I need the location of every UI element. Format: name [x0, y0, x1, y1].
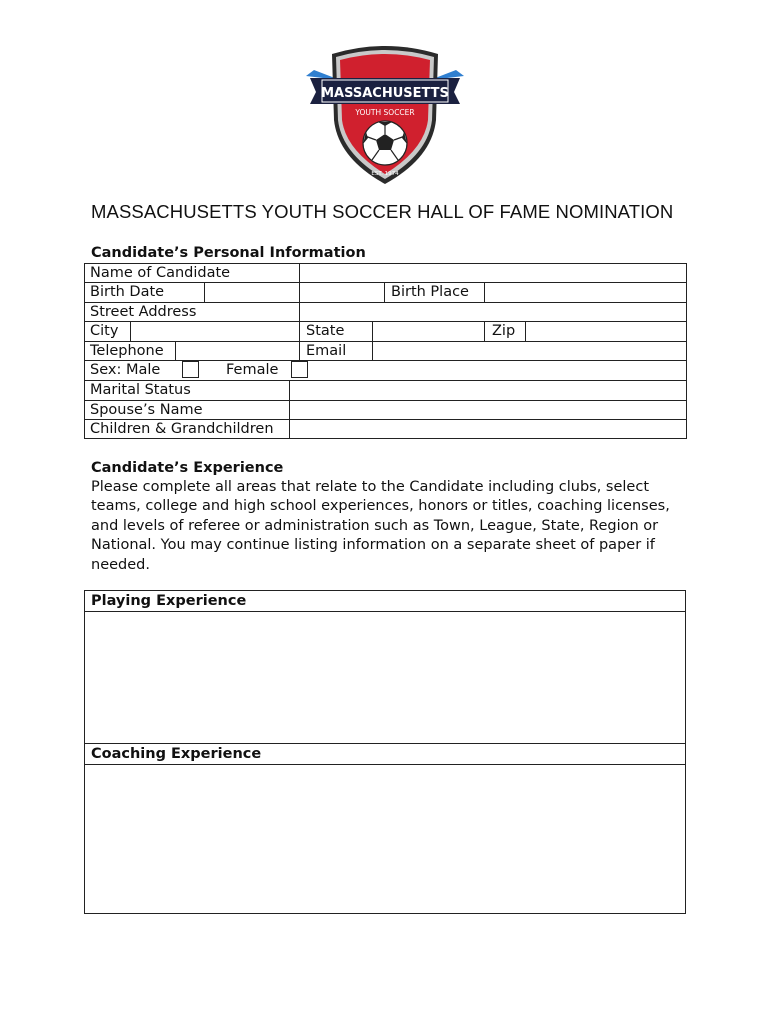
playing-experience-label: Playing Experience: [85, 591, 685, 612]
zip-field[interactable]: [526, 322, 686, 341]
city-label: City: [90, 323, 119, 339]
coaching-experience-field[interactable]: [85, 765, 685, 914]
spouse-name-label: Spouse’s Name: [90, 402, 203, 418]
telephone-field[interactable]: [176, 342, 299, 360]
children-grandchildren-field[interactable]: [290, 420, 686, 438]
massachusetts-youth-soccer-logo: [300, 40, 470, 188]
logo-name-text: MASSACHUSETTS: [321, 86, 449, 101]
sex-male-label: Sex: Male: [90, 362, 161, 378]
email-field[interactable]: [373, 342, 686, 360]
children-grandchildren-label: Children & Grandchildren: [90, 421, 274, 437]
logo-sub-text: YOUTH SOCCER: [355, 108, 415, 117]
zip-label: Zip: [492, 323, 516, 339]
personal-info-form: [84, 263, 687, 439]
coaching-experience-box: [84, 743, 686, 914]
marital-status-label: Marital Status: [90, 382, 191, 398]
street-address-field[interactable]: [300, 303, 686, 321]
name-of-candidate-label: Name of Candidate: [90, 265, 231, 281]
birth-date-field[interactable]: [205, 283, 299, 302]
name-of-candidate-field[interactable]: [300, 264, 686, 282]
female-label: Female: [226, 362, 279, 378]
coaching-experience-label: Coaching Experience: [85, 744, 685, 765]
experience-heading: Candidate’s Experience: [91, 460, 284, 476]
playing-experience-box: [84, 590, 686, 744]
state-label: State: [306, 323, 345, 339]
birth-place-label: Birth Place: [391, 284, 469, 300]
playing-experience-field[interactable]: [85, 612, 685, 744]
page-title: MASSACHUSETTS YOUTH SOCCER HALL OF FAME NOMINATION: [91, 201, 674, 222]
telephone-label: Telephone: [90, 343, 164, 359]
experience-instructions: Please complete all areas that relate to the Candidate including clubs, select teams, college and high school experiences, honors or titles, coaching licenses, and levels of referee or administration such as Town, League, State, Region or National. You may continue listing information on a separate sheet of paper if needed.: [91, 479, 670, 573]
logo-est-text: EST. 1974: [371, 171, 399, 177]
male-checkbox[interactable]: [182, 361, 199, 378]
street-address-label: Street Address: [90, 304, 197, 320]
city-field[interactable]: [131, 322, 299, 341]
female-checkbox[interactable]: [291, 361, 308, 378]
email-label: Email: [306, 343, 347, 359]
spouse-name-field[interactable]: [290, 401, 686, 419]
state-field[interactable]: [373, 322, 484, 341]
personal-info-heading: Candidate’s Personal Information: [91, 245, 366, 261]
birth-date-label: Birth Date: [90, 284, 165, 300]
marital-status-field[interactable]: [290, 381, 686, 400]
birth-place-field[interactable]: [485, 283, 686, 302]
